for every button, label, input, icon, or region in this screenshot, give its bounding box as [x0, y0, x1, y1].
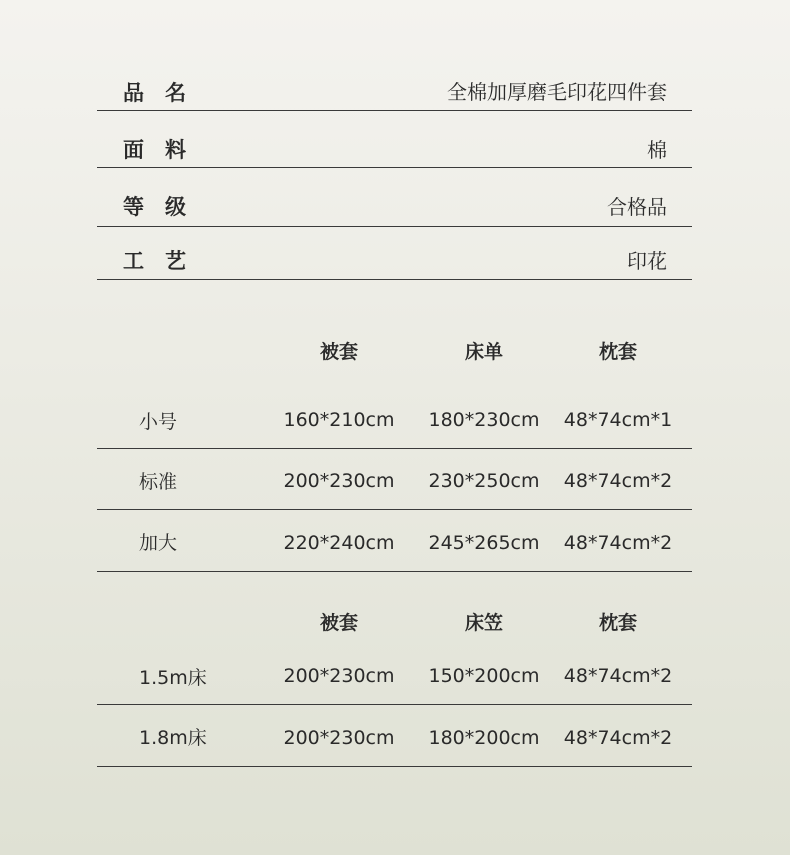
table-cell: 200*230cm	[283, 665, 395, 687]
row-label: 标准	[139, 471, 178, 493]
table-cell: 245*265cm	[428, 532, 540, 554]
table-row	[97, 390, 692, 449]
table-cell: 200*230cm	[283, 727, 395, 749]
table-cell: 230*250cm	[428, 470, 540, 492]
table-cell: 48*74cm*1	[563, 409, 673, 431]
column-header: 被套	[319, 612, 358, 634]
spec-row-fabric	[97, 111, 692, 168]
table-cell: 220*240cm	[283, 532, 395, 554]
column-header: 被套	[319, 341, 358, 363]
table-row	[97, 449, 692, 510]
table-cell: 48*74cm*2	[563, 727, 673, 749]
spec-value: 棉	[647, 138, 667, 162]
column-header: 床笠	[464, 612, 503, 634]
table-row	[97, 510, 692, 572]
table-cell: 200*230cm	[283, 470, 395, 492]
column-header: 枕套	[598, 341, 637, 363]
spec-row-craft	[97, 227, 692, 280]
spec-label: 等级	[123, 195, 207, 219]
spec-value: 全棉加厚磨毛印花四件套	[447, 80, 667, 104]
spec-row-grade	[97, 168, 692, 227]
spec-value: 合格品	[607, 195, 667, 219]
spec-value: 印花	[627, 249, 667, 273]
spec-row-name	[97, 60, 692, 111]
row-label: 小号	[139, 411, 178, 433]
spec-label: 工艺	[123, 249, 207, 273]
spec-label: 面料	[123, 138, 207, 162]
table-cell: 48*74cm*2	[563, 665, 673, 687]
spec-label: 品名	[123, 81, 207, 105]
table-row	[97, 705, 692, 767]
table-cell: 160*210cm	[283, 409, 395, 431]
table-row	[97, 645, 692, 705]
row-label: 1.8m床	[139, 727, 207, 749]
column-header: 枕套	[598, 612, 637, 634]
table-cell: 150*200cm	[428, 665, 540, 687]
table-cell: 48*74cm*2	[563, 470, 673, 492]
table-cell: 180*230cm	[428, 409, 540, 431]
row-label: 加大	[139, 532, 178, 554]
table-cell: 180*200cm	[428, 727, 540, 749]
table-cell: 48*74cm*2	[563, 532, 673, 554]
column-header: 床单	[464, 341, 503, 363]
row-label: 1.5m床	[139, 667, 207, 689]
